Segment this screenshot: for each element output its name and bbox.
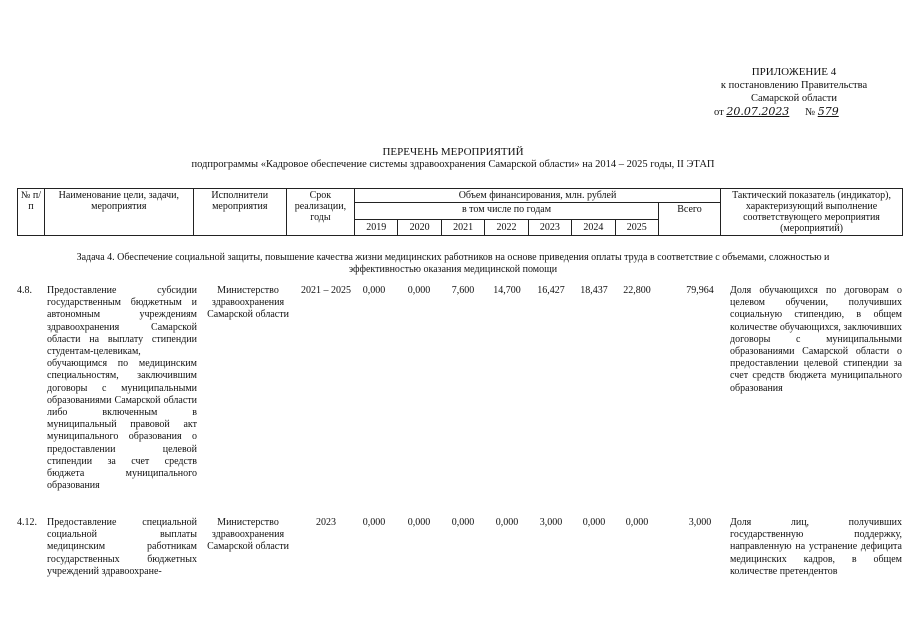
row-value-2024: 0,000 bbox=[582, 517, 606, 528]
row-executor: Министерство здравоохранения Самарской области bbox=[207, 517, 289, 553]
row-name: Предоставление субсидии государственным бюджетным и автономным учреждениям здравоохранения Самарской области на выплату стипендии студентам-целевикам, обучающимся по медицинским специальностям, заключившим договоры с муниципальными образованиями Самарской области либо включенным в муниципальный правовой акт муниципального образования о предоставлении целевой стипендии за счет средств бюджета муниципального образования bbox=[47, 285, 197, 492]
row-indicator: Доля обучающихся по договорам о целевом обучении, получивших социальную стипендию, в общем количестве обучающихся, заключивших договоры с муниципальными образованиями Самарской области о предоставлении целевой стипендии за счет средств бюджета муниципального образования bbox=[730, 285, 902, 394]
row-indicator: Доля лиц, получивших государственную поддержку, направленную на устранение дефицита медицинских кадров, в общем количестве претендентов bbox=[730, 517, 902, 577]
header-year: 2021 bbox=[441, 220, 484, 236]
header-name: Наименование цели, задачи, мероприятия bbox=[44, 189, 193, 236]
row-total: 79,964 bbox=[686, 285, 714, 296]
number-label: № bbox=[805, 107, 816, 118]
header-executors: Исполнители мероприятия bbox=[193, 189, 286, 236]
header-year: 2023 bbox=[528, 220, 571, 236]
row-value-2021: 7,600 bbox=[451, 285, 475, 296]
from-label: от bbox=[714, 107, 724, 118]
row-value-2020: 0,000 bbox=[407, 285, 431, 296]
row-term: 2021 – 2025 bbox=[301, 285, 351, 296]
row-value-2022: 0,000 bbox=[495, 517, 519, 528]
appendix-date-row bbox=[714, 105, 874, 119]
row-number: 4.12. bbox=[17, 517, 37, 528]
row-value-2019: 0,000 bbox=[362, 517, 386, 528]
row-value-2024: 18,437 bbox=[580, 285, 608, 296]
header-financing: Объем финансирования, млн. рублей bbox=[355, 189, 721, 203]
row-total: 3,000 bbox=[688, 517, 712, 528]
header-year: 2019 bbox=[355, 220, 398, 236]
appendix-line3: Самарской области bbox=[751, 93, 837, 104]
row-value-2020: 0,000 bbox=[407, 517, 431, 528]
header-term: Срок реализации, годы bbox=[286, 189, 354, 236]
row-value-2022: 14,700 bbox=[493, 285, 521, 296]
header-indicator: Тактический показатель (индикатор), характеризующий выполнение соответствующего мероприятия (мероприятий) bbox=[721, 189, 903, 236]
header-num: № п/п bbox=[18, 189, 45, 236]
header-year: 2025 bbox=[615, 220, 658, 236]
handwritten-number: 579 bbox=[817, 105, 839, 118]
row-value-2021: 0,000 bbox=[451, 517, 475, 528]
header-year: 2020 bbox=[398, 220, 441, 236]
task-heading: Задача 4. Обеспечение социальной защиты, повышение качества жизни медицинских работников на основе приведения оплаты труда в соответствие с объемами, сложностью и эффективностью оказания медицинской помощи bbox=[76, 252, 830, 275]
row-value-2025: 0,000 bbox=[625, 517, 649, 528]
appendix-line2: к постановлению Правительства bbox=[720, 80, 868, 91]
row-value-2019: 0,000 bbox=[362, 285, 386, 296]
page-title: ПЕРЕЧЕНЬ МЕРОПРИЯТИЙ bbox=[382, 146, 524, 158]
row-term: 2023 bbox=[316, 517, 336, 528]
row-executor: Министерство здравоохранения Самарской области bbox=[207, 285, 289, 321]
header-incl-years: в том числе по годам bbox=[355, 203, 659, 220]
row-number: 4.8. bbox=[17, 285, 32, 296]
header-year: 2022 bbox=[485, 220, 528, 236]
header-year: 2024 bbox=[572, 220, 615, 236]
page-subtitle: подпрограммы «Кадровое обеспечение системы здравоохранения Самарской области» на 2014 – 2025 годы, II ЭТАП bbox=[191, 159, 715, 170]
appendix-title: ПРИЛОЖЕНИЕ 4 bbox=[751, 66, 837, 78]
row-value-2023: 16,427 bbox=[537, 285, 565, 296]
row-name: Предоставление специальной социальной выплаты медицинским работникам государственных бюджетных учреждений здравоохране- bbox=[47, 517, 197, 577]
handwritten-date: 20.07.2023 bbox=[726, 105, 790, 118]
header-total: Всего bbox=[658, 203, 720, 236]
header-table bbox=[17, 188, 903, 236]
appendix-block bbox=[714, 66, 874, 119]
row-value-2025: 22,800 bbox=[623, 285, 651, 296]
row-value-2023: 3,000 bbox=[539, 517, 563, 528]
